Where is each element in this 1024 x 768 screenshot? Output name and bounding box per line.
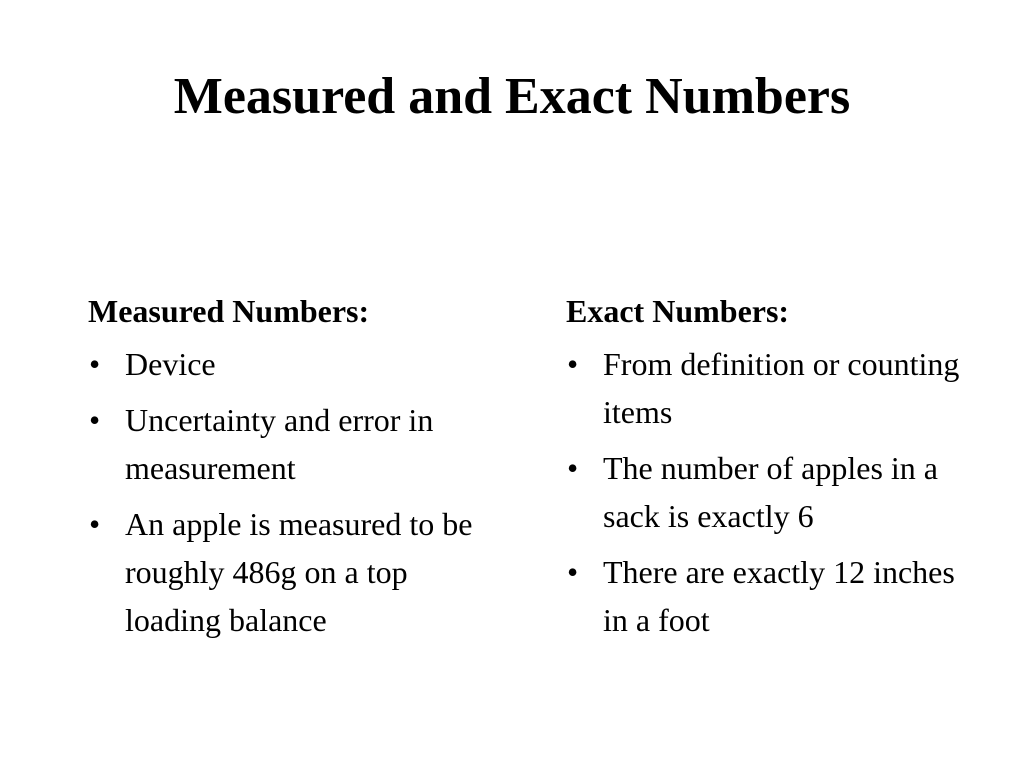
measured-numbers-list (88, 340, 488, 644)
bullet-icon: • (89, 506, 101, 542)
list-item (566, 548, 963, 644)
list-item-text: The number of apples in a sack is exactly 6 (603, 450, 938, 534)
exact-numbers-heading: Exact Numbers: (566, 293, 790, 329)
bullet-icon: • (567, 346, 579, 382)
list-item (88, 396, 477, 492)
slide-title: Measured and Exact Numbers (173, 68, 851, 125)
list-item (88, 340, 477, 388)
list-item (566, 444, 963, 540)
bullet-icon: • (89, 402, 101, 438)
bullet-icon: • (89, 346, 101, 382)
list-item-text: Device (125, 346, 216, 382)
list-item-text: From definition or counting items (603, 346, 960, 430)
list-item (566, 340, 963, 436)
list-item-text: An apple is measured to be roughly 486g on a top loading balance (125, 506, 473, 638)
list-item-text: There are exactly 12 inches in a foot (603, 554, 955, 638)
list-item (88, 500, 477, 644)
measured-numbers-heading: Measured Numbers: (88, 293, 370, 329)
measured-numbers-column (88, 288, 488, 652)
exact-numbers-column (566, 288, 966, 652)
bullet-icon: • (567, 450, 579, 486)
exact-numbers-list (566, 340, 966, 644)
bullet-icon: • (567, 554, 579, 590)
list-item-text: Uncertainty and error in measurement (125, 402, 434, 486)
